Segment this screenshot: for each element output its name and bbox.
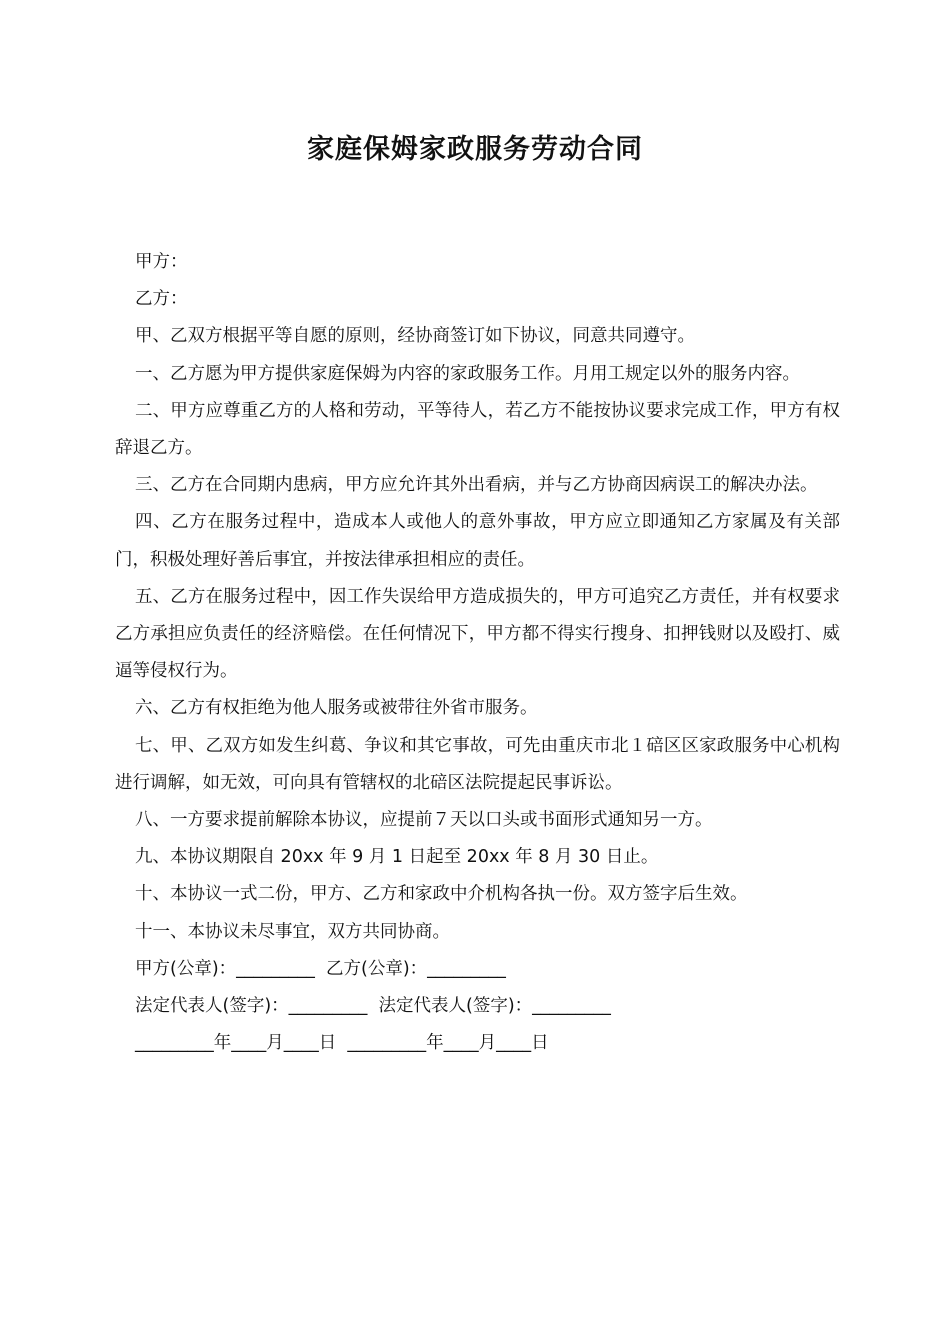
clause-2: 二、甲方应尊重乙方的人格和劳动，平等待人，若乙方不能按协议要求完成工作，甲方有权辞退乙方。 — [115, 400, 840, 459]
clause-6: 六、乙方有权拒绝为他人服务或被带往外省市服务。 — [135, 698, 538, 719]
clause-1: 一、乙方愿为甲方提供家庭保姆为内容的家政服务工作。月用工规定以外的服务内容。 — [135, 363, 800, 384]
party-a-line: 甲方： — [135, 252, 188, 272]
clause-10: 十、本协议一式二份，甲方、乙方和家政中介机构各执一份。双方签字后生效。 — [135, 884, 748, 905]
clause-3: 三、乙方在合同期内患病，甲方应允许其外出看病，并与乙方协商因病误工的解决办法。 — [135, 475, 818, 496]
clause-11: 十一、本协议未尽事宜，双方共同协商。 — [135, 921, 450, 942]
clause-9: 九、本协议期限自 20xx 年 9 月 1 日起至 20xx 年 8 月 30 日止。 — [135, 847, 659, 868]
clause-5: 五、乙方在服务过程中，因工作失误给甲方造成损失的，甲方可追究乙方责任，并有权要求乙方承担应负责任的经济赔偿。在任何情况下，甲方都不得实行搜身、扣押钱财以及殴打、威逼等侵权行为。 — [115, 586, 840, 682]
party-b-line: 乙方： — [135, 289, 188, 310]
clause-7: 七、甲、乙双方如发生纠葛、争议和其它事故，可先由重庆市北１碚区区家政服务中心机构进行调解，如无效，可向具有管辖权的北碚区法院提起民事诉讼。 — [115, 735, 840, 793]
clause-8: 八、一方要求提前解除本协议，应提前７天以口头或书面形式通知另一方。 — [135, 810, 713, 831]
seal-signature-line: 甲方(公章)：_________ 乙方(公章)：_________ — [135, 958, 506, 979]
intro-paragraph: 甲、乙双方根据平等自愿的原则，经协商签订如下协议，同意共同遵守。 — [135, 326, 695, 347]
clause-4: 四、乙方在服务过程中，造成本人或他人的意外事故，甲方应立即通知乙方家属及有关部门，积极处理好善后事宜，并按法律承担相应的责任。 — [115, 512, 840, 570]
representative-signature-line: 法定代表人(签字)：_________ 法定代表人(签字)：_________ — [135, 996, 611, 1017]
contract-body — [115, 244, 840, 1062]
date-line: _________年____月____日 _________年____月____日 — [135, 1033, 549, 1054]
document-title: 家庭保姆家政服务劳动合同 — [307, 134, 643, 165]
